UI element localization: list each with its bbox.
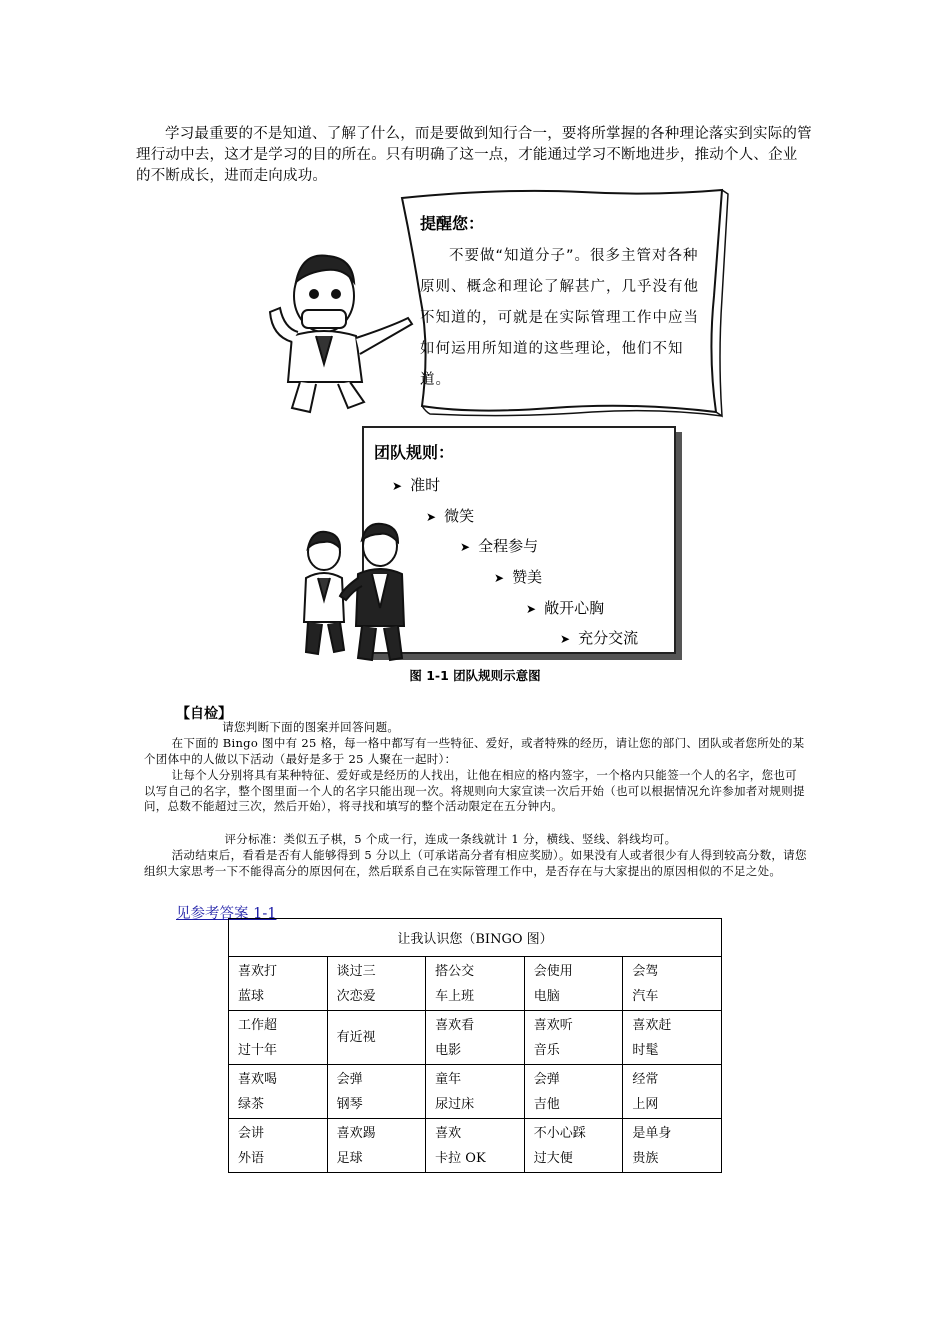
arrow-icon: ➤ (560, 632, 571, 646)
bingo-cell: 是单身 贵族 (623, 1119, 722, 1173)
bingo-cell: 会驾 汽车 (623, 957, 722, 1011)
two-men-icon (296, 522, 406, 662)
rule-item: ➤ 赞美 (494, 568, 543, 586)
rule-item: ➤ 敞开心胸 (526, 599, 605, 617)
team-rules-box (362, 426, 676, 654)
bingo-cell: 喜欢 卡拉 OK (426, 1119, 525, 1173)
arrow-icon: ➤ (526, 602, 537, 616)
bingo-title: 让我认识您（BINGO 图） (229, 919, 722, 957)
reference-answer-link[interactable]: 见参考答案 1-1 (176, 906, 277, 922)
selfcheck-paragraph: 活动结束后，看看是否有人能够得到 5 分以上（可承诺高分者有相应奖励）。如果没有人或者很少有人得到较高分数，请您组织大家思考一下不能得高分的原因何在，然后联系自己在实际管理工作中，是否存在与大家提出的原因相似的不足之处。 (144, 848, 807, 878)
rule-item: ➤ 充分交流 (560, 629, 639, 647)
rule-item: ➤ 微笑 (426, 507, 475, 525)
bingo-cell: 经常 上网 (623, 1065, 722, 1119)
selfcheck-paragraph: 请您判断下面的图案并回答问题。 (222, 720, 400, 734)
bingo-cell: 喜欢踢 足球 (327, 1119, 426, 1173)
rule-item: ➤ 全程参与 (460, 537, 539, 555)
bingo-cell: 搭公交 车上班 (426, 957, 525, 1011)
bingo-cell: 喜欢听 音乐 (524, 1011, 623, 1065)
bingo-cell: 喜欢喝 绿茶 (229, 1065, 328, 1119)
bingo-table (228, 918, 722, 1173)
selfcheck-paragraph: 让每个人分别将具有某种特征、爱好或是经历的人找出，让他在相应的格内签字，一个格内只能签一个人的名字，您也可以写自己的名字，整个图里面一个人的名字只能出现一次。将规则向大家宣读一次后开始（也可以根据情况允许参加者对规则提问，总数不能超过三次，然后开始），将寻找和填写的整个活动限定在五分钟内。 (144, 768, 805, 814)
reminder-text (420, 208, 702, 396)
bingo-cell: 喜欢打 蓝球 (229, 957, 328, 1011)
bingo-cell: 喜欢看 电影 (426, 1011, 525, 1065)
reminder-title: 提醒您： (420, 214, 485, 233)
table-row (229, 1119, 722, 1173)
team-rules-title: 团队规则： (374, 443, 455, 462)
arrow-icon: ➤ (460, 540, 471, 554)
table-row (229, 1011, 722, 1065)
arrow-icon: ➤ (426, 510, 437, 524)
selfcheck-paragraph: 评分标准：类似五子棋，5 个成一行，连成一条线就计 1 分，横线、竖线、斜线均可。 (224, 832, 677, 846)
bingo-cell: 不小心踩 过大便 (524, 1119, 623, 1173)
reminder-note (252, 186, 732, 418)
bingo-cell: 工作超 过十年 (229, 1011, 328, 1065)
bingo-cell: 喜欢赶 时髦 (623, 1011, 722, 1065)
table-row (229, 1065, 722, 1119)
pointing-man-icon (270, 256, 412, 412)
bingo-cell: 会弹 钢琴 (327, 1065, 426, 1119)
team-rules-figure (296, 422, 688, 662)
reminder-body: 不要做“知道分子”。很多主管对各种原则、概念和理论了解甚广，几乎没有他不知道的，可就是在实际管理工作中应当如何运用所知道的这些理论，他们不知道。 (420, 248, 699, 388)
intro-paragraph: 学习最重要的不是知道、了解了什么，而是要做到知行合一，要将所掌握的各种理论落实到实际的管理行动中去，这才是学习的目的所在。只有明确了这一点，才能通过学习不断地进步，推动个人、企业的不断成长，进而走向成功。 (136, 126, 812, 184)
bingo-cell: 会使用 电脑 (524, 957, 623, 1011)
table-row (229, 957, 722, 1011)
selfcheck-paragraph: 在下面的 Bingo 图中有 25 格，每一格中都写有一些特征、爱好，或者特殊的经历，请让您的部门、团队或者您所处的某个团体中的人做以下活动（最好是多于 25 人聚在一起时）： (144, 736, 805, 766)
arrow-icon: ➤ (392, 479, 403, 493)
bingo-cell: 会弹 吉他 (524, 1065, 623, 1119)
selfcheck-heading: 【自检】 (176, 706, 232, 722)
arrow-icon: ➤ (494, 571, 505, 585)
rule-item: ➤ 准时 (392, 476, 441, 494)
figure-caption: 图 1-1 团队规则示意图 (409, 668, 541, 683)
bingo-cell: 谈过三 次恋爱 (327, 957, 426, 1011)
bingo-cell: 会讲 外语 (229, 1119, 328, 1173)
bingo-cell: 有近视 (327, 1011, 426, 1065)
bingo-cell: 童年 尿过床 (426, 1065, 525, 1119)
